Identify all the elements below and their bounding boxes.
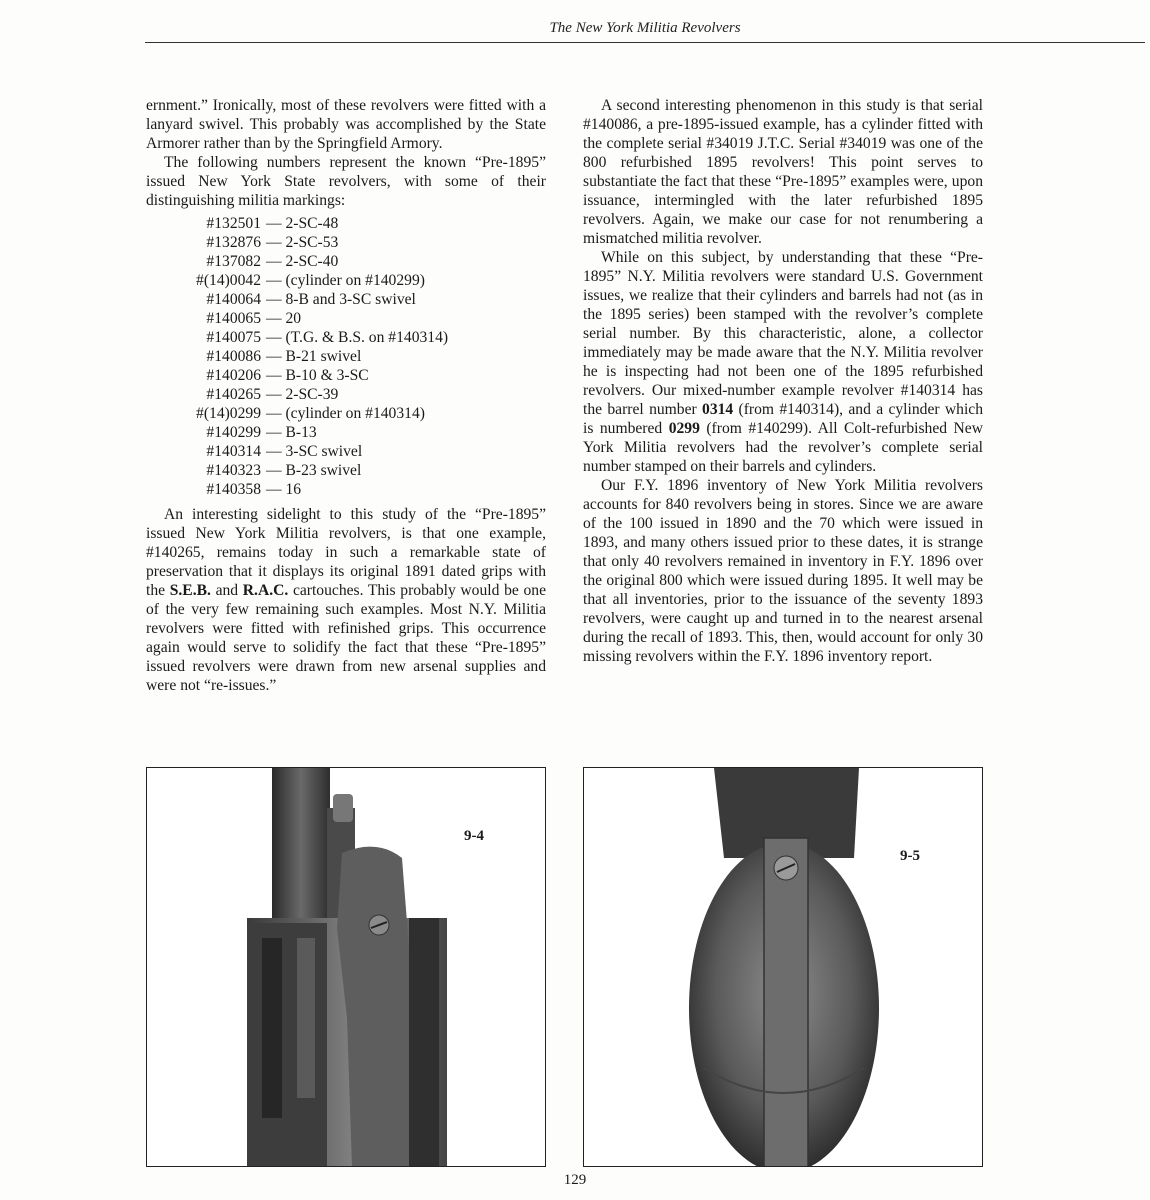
- para3-text-b: and: [210, 582, 243, 599]
- serial-marking: — 2-SC-40: [266, 253, 339, 270]
- seb-cartouche: S.E.B.: [169, 582, 211, 599]
- left-column: [146, 96, 546, 695]
- right-column: [583, 96, 983, 666]
- serial-number: #140314: [206, 443, 261, 460]
- serial-marking: — 8-B and 3-SC swivel: [266, 291, 416, 308]
- right-paragraph-3: Our F.Y. 1896 inventory of New York Militia revolvers accounts for 840 revolvers being in stores. Since we are aware of the 100 issued in 1890 and the 70 which were issued in 1893, and many others issued prior to these dates, it is strange that only 40 revolvers remained in inventory in F.Y. 1896 over the original 800 which were issued during 1895. It well may be that all inventories, prior to the issuance of the seventy 1893 revolvers, were caught up and turned in to the nearest arsenal during the recall of 1893. This, then, would account for only 30 missing revolvers within the F.Y. 1896 inventory report.: [583, 477, 983, 665]
- serial-number: #(14)0299: [196, 405, 261, 422]
- figure-9-5-photo: [583, 767, 983, 1167]
- serial-number: #140265: [206, 386, 261, 403]
- cylinder-number: 0299: [668, 420, 700, 437]
- serial-marking: — B-21 swivel: [266, 348, 362, 365]
- serial-row: [146, 461, 546, 480]
- right-paragraph-2: [583, 248, 983, 476]
- serial-marking: — 3-SC swivel: [266, 443, 363, 460]
- left-paragraph-2: The following numbers represent the known “Pre-1895” issued New York State revolvers, with some of their distinguishing militia markings:: [146, 154, 546, 209]
- serial-row: [146, 480, 546, 499]
- serial-marking: — (cylinder on #140299): [266, 272, 425, 289]
- serial-marking: — 20: [266, 310, 302, 327]
- serial-row: [146, 423, 546, 442]
- serial-marking: — B-13: [266, 424, 317, 441]
- serial-number: #137082: [206, 253, 261, 270]
- serial-row: [146, 347, 546, 366]
- para3-text-a: An interesting sidelight to this study of the “Pre-1895” issued New York Militia revolvers, is that one example, #140265, remains today in such a remarkable state of preservation that it displays its original 1891 dated grips with the: [146, 506, 546, 599]
- running-title: The New York Militia Revolvers: [549, 20, 741, 36]
- serial-number-list: [146, 214, 546, 499]
- serial-row: [146, 290, 546, 309]
- serial-row: [146, 385, 546, 404]
- serial-marking: — 2-SC-53: [266, 234, 339, 251]
- serial-marking: — (T.G. & B.S. on #140314): [266, 329, 449, 346]
- serial-number: #140323: [206, 462, 261, 479]
- serial-number: #140065: [206, 310, 261, 327]
- left-paragraph-3: [146, 505, 546, 695]
- serial-number: #(14)0042: [196, 272, 261, 289]
- serial-marking: — (cylinder on #140314): [266, 405, 425, 422]
- revolver-grip-butt-illustration: [584, 768, 983, 1167]
- para3-text-c: cartouches. This probably would be one of the very few remaining such examples. Most N.Y. Militia revolvers were fitted with refinished grips. This occurrence again would serve to solidify the fact that these “Pre-1895” issued revolvers were drawn from new arsenal supplies and were not “re-issues.”: [146, 582, 546, 694]
- figure-label-9-4: 9-4: [464, 828, 484, 844]
- right-paragraph-1: A second interesting phenomenon in this study is that serial #140086, a pre-1895-issued example, has a cylinder fitted with the complete serial #34019 J.T.C. Serial #34019 was one of the 800 refurbished 1895 revolvers! This point serves to substantiate the fact that these “Pre-1895” examples were, upon issuance, intermingled with the later refurbished 1895 revolvers. Again, we make our case for not renumbering a mismatched militia revolver.: [583, 97, 983, 247]
- serial-marking: — B-23 swivel: [266, 462, 362, 479]
- serial-number: #140075: [206, 329, 261, 346]
- para2-text-b: (from #140314), and a cylinder which is numbered: [583, 401, 983, 437]
- serial-marking: — B-10 & 3-SC: [266, 367, 369, 384]
- serial-number: #132501: [206, 215, 261, 232]
- page-number: 129: [563, 1172, 587, 1188]
- serial-marking: — 16: [266, 481, 302, 498]
- left-paragraph-1: ernment.” Ironically, most of these revolvers were fitted with a lanyard swivel. This probably was accomplished by the State Armorer rather than by the Springfield Armory.: [146, 97, 546, 152]
- serial-row: [146, 252, 546, 271]
- serial-row: [146, 442, 546, 461]
- revolver-frame-illustration: [147, 768, 546, 1167]
- barrel-number: 0314: [702, 401, 734, 418]
- serial-number: #132876: [206, 234, 261, 251]
- serial-row: [146, 214, 546, 233]
- serial-row: [146, 233, 546, 252]
- serial-row: [146, 404, 546, 423]
- serial-number: #140299: [206, 424, 261, 441]
- serial-row: [146, 366, 546, 385]
- serial-marking: — 2-SC-48: [266, 215, 339, 232]
- para2-text-c: (from #140299). All Colt-refurbished New York Militia revolvers had the revolver’s complete serial number stamped on their barrels and cylinders.: [583, 420, 983, 475]
- serial-number: #140086: [206, 348, 261, 365]
- serial-number: #140358: [206, 481, 261, 498]
- para2-text-a: While on this subject, by understanding that these “Pre-1895” N.Y. Militia revolvers were standard U.S. Government issues, we realize that their cylinders and barrels had not (as in the 1895 series) been stamped with the revolver’s complete serial number. By this characteristic, alone, a collector immediately may be made aware that the N.Y. Militia revolver he is inspecting had not been one of the 1895 refurbished revolvers. Our mixed-number example revolver #140314 has the barrel number: [583, 249, 983, 418]
- serial-number: #140064: [206, 291, 261, 308]
- serial-marking: — 2-SC-39: [266, 386, 339, 403]
- serial-row: [146, 309, 546, 328]
- serial-row: [146, 271, 546, 290]
- header-rule: [145, 42, 1145, 43]
- figure-label-9-5: 9-5: [900, 848, 920, 864]
- serial-row: [146, 328, 546, 347]
- serial-number: #140206: [206, 367, 261, 384]
- rac-cartouche: R.A.C.: [242, 582, 289, 599]
- figure-9-4-photo: [146, 767, 546, 1167]
